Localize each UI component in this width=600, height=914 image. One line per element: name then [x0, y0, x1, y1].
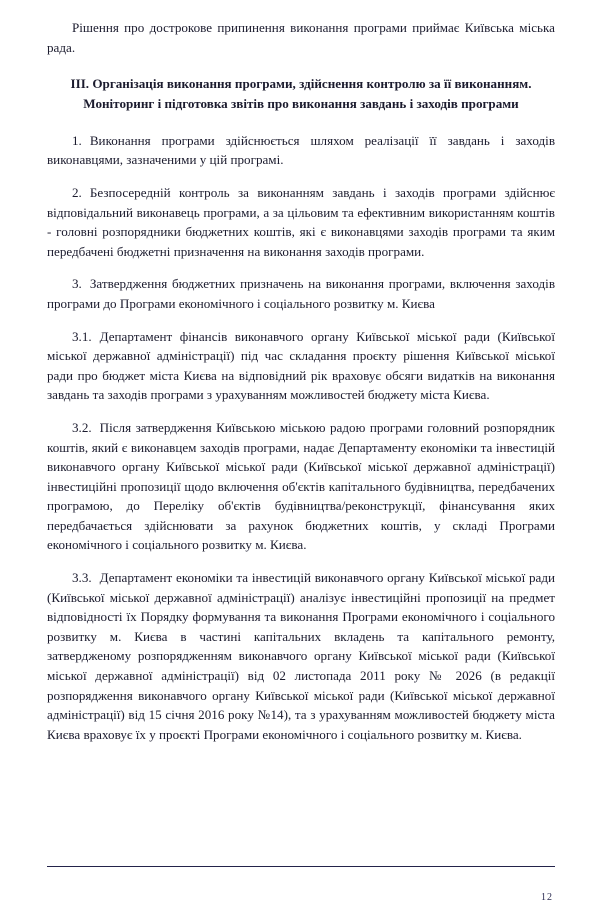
paragraph-3-2-text: Після затвердження Київською міською радою програми головний розпорядник коштів, який є виконавцем заходів програми, надає Департаменту економіки та інвестицій виконавчого органу Київської міської ради (Київської міської державної адміністрації) інвестиційні пропозиції щодо включення об'єктів капітального будівництва, передбачених програмою, до Переліку об'єктів будівництва/реконструкції, фінансування яких передбачається здійснювати за рахунок бюджетних коштів, у складі Програми економічного і соціального розвитку м. Києва.: [47, 419, 555, 553]
paragraph-3-1: [47, 327, 555, 405]
paragraph-3-1-text: Департамент фінансів виконавчого органу Київської міської ради (Київської міської державної адміністрації) під час складання проєкту рішення Київської міської ради про бюджет міста Києва на відповідний рік враховує обсяги видатків на виконання завдань та заходів програми з урахуванням можливостей бюджету міста Києва.: [47, 328, 555, 403]
document-body: [47, 18, 555, 757]
paragraph-2: [47, 183, 555, 261]
intro-paragraph: Рішення про дострокове припинення виконання програми приймає Київська міська рада.: [47, 20, 555, 55]
paragraph-3-2: [47, 418, 555, 555]
paragraph-3-1-number: 3.1.: [72, 328, 92, 344]
paragraph-3-number: 3.: [72, 276, 82, 292]
paragraph-3-3-number: 3.3.: [72, 570, 92, 586]
paragraph-2-number: 2.: [72, 184, 82, 200]
paragraph-1: [47, 131, 555, 170]
section-heading: III. Організація виконання програми, здійснення контролю за її виконанням. Моніторинг і підготовка звітів про виконання завдань і заходів програми: [70, 76, 532, 111]
paragraph-1-text: Виконання програми здійснюється шляхом реалізації її завдань і заходів виконавцями, зазначеними у цій програмі.: [47, 132, 555, 168]
paragraph-2-text: Безпосередній контроль за виконанням завдань і заходів програми здійснює відповідальний виконавець програми, а за цільовим та ефективним використанням коштів - головні розпорядники бюджетних коштів, які є виконавцями заходів програми та яким передбачені бюджетні призначення на виконання заходів програми.: [47, 184, 555, 259]
paragraph-3-3: [47, 568, 555, 744]
paragraph-3-3-text: Департамент економіки та інвестицій виконавчого органу Київської міської ради (Київської міської державної адміністрації) аналізує інвестиційні пропозиції на предмет відповідності їх Порядку формування та виконання Програми економічного і соціального розвитку м. Києва в частині капітальних вкладень та капітального ремонту, затвердженому розпорядженням виконавчого органу Київської міської ради (Київської міської державної адміністрації) від 02 листопада 2011 року № 2026 (в редакції розпорядження виконавчого органу Київської міської ради (Київської міської державної адміністрації) від 15 січня 2016 року №14), та з урахуванням можливостей бюджету міста Києва враховує їх у проєкті Програми економічного і соціального розвитку м. Києва.: [47, 570, 555, 742]
footer-divider: [47, 866, 555, 867]
paragraph-3-2-number: 3.2.: [72, 419, 92, 435]
page-number: 12: [541, 892, 553, 903]
paragraph-3: [47, 274, 555, 313]
paragraph-1-number: 1.: [72, 132, 82, 148]
paragraph-3-text: Затвердження бюджетних призначень на виконання програми, включення заходів програми до Програми економічного і соціального розвитку м. Києва: [47, 276, 555, 311]
